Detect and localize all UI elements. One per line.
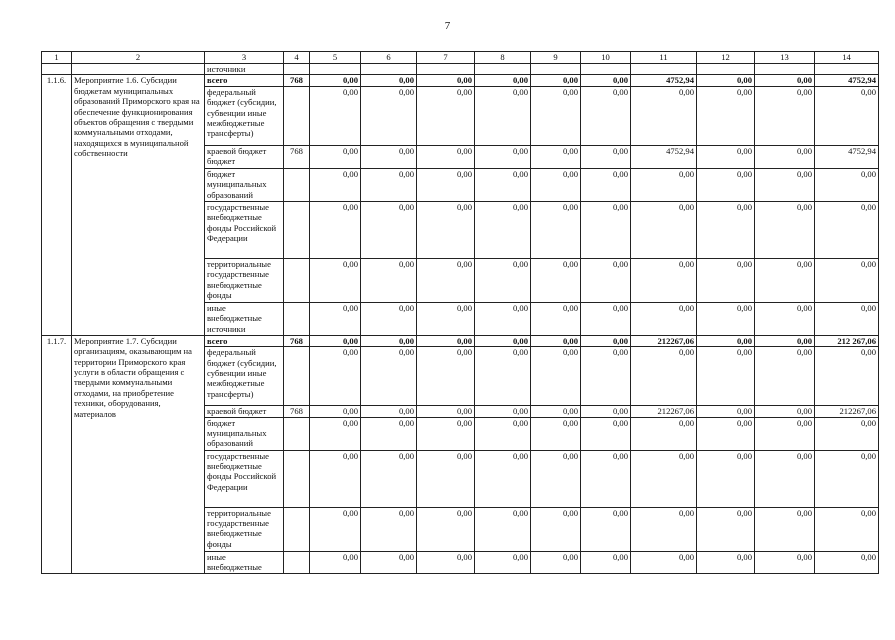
value-cell: 0,00 [417,86,475,145]
header-cell: 12 [697,52,755,64]
value-cell: 0,00 [417,302,475,335]
budget-code [284,86,310,145]
value-cell: 0,00 [417,335,475,346]
value-cell: 0,00 [581,75,631,86]
value-cell: 0,00 [310,75,361,86]
value-cell: 0,00 [310,302,361,335]
value-cell: 0,00 [755,507,815,551]
value-cell: 212267,06 [631,335,697,346]
value-cell: 0,00 [310,406,361,417]
value-cell: 0,00 [361,258,417,302]
value-cell: 0,00 [361,507,417,551]
value-cell: 0,00 [631,302,697,335]
value-cell: 0,00 [581,335,631,346]
value-cell: 0,00 [697,450,755,507]
value-cell: 0,00 [755,258,815,302]
value-cell: 0,00 [531,347,581,406]
value-cell: 0,00 [417,168,475,201]
budget-code [284,507,310,551]
funding-source: бюджет муниципальных образований [205,168,284,201]
value-cell: 0,00 [531,201,581,258]
value-cell: 0,00 [475,145,531,168]
value-cell: 0,00 [417,347,475,406]
value-cell: 0,00 [697,551,755,573]
value-cell: 0,00 [475,258,531,302]
value-cell: 0,00 [631,201,697,258]
value-cell: 0,00 [581,551,631,573]
value-cell: 0,00 [697,86,755,145]
value-cell: 0,00 [531,145,581,168]
budget-code [284,417,310,450]
value-cell: 0,00 [361,417,417,450]
value-cell: 0,00 [755,335,815,346]
value-cell: 0,00 [631,86,697,145]
measure-name: Мероприятие 1.6. Субсидии бюджетам муниципальных образований Приморского края на обеспечение функционирования объектов обращения с твердыми коммунальными отходами, находящихся в муниципальной собственности [72,75,205,335]
value-cell: 0,00 [361,75,417,86]
value-cell: 0,00 [755,417,815,450]
value-cell: 0,00 [417,201,475,258]
value-cell: 0,00 [310,258,361,302]
budget-code [284,302,310,335]
header-row [42,52,879,64]
value-cell: 0,00 [475,347,531,406]
value-cell: 0,00 [815,86,879,145]
value-cell: 0,00 [531,75,581,86]
value-cell: 0,00 [755,347,815,406]
funding-source: иные внебюджетные источники [205,302,284,335]
value-cell: 0,00 [310,201,361,258]
value-cell: 0,00 [631,417,697,450]
value-cell: 0,00 [755,450,815,507]
value-cell: 0,00 [361,450,417,507]
value-cell: 0,00 [361,168,417,201]
value-cell: 0,00 [531,406,581,417]
budget-code [284,450,310,507]
value-cell: 0,00 [361,347,417,406]
value-cell: 0,00 [417,417,475,450]
header-cell: 7 [417,52,475,64]
value-cell: 0,00 [755,551,815,573]
value-cell: 0,00 [581,417,631,450]
header-cell: 10 [581,52,631,64]
value-cell: 0,00 [631,347,697,406]
table-row [42,75,879,86]
measure-name: Мероприятие 1.7. Субсидии организациям, оказывающим на территории Приморского края услуги в области обращения с твердыми коммунальными отходами, на приобретение техники, оборудования, материалов [72,335,205,573]
value-cell: 0,00 [475,168,531,201]
value-cell: 0,00 [631,258,697,302]
value-cell: 0,00 [631,507,697,551]
value-cell: 0,00 [475,507,531,551]
value-cell: 0,00 [815,258,879,302]
header-cell: 2 [72,52,205,64]
value-cell: 0,00 [475,75,531,86]
value-cell: 0,00 [531,258,581,302]
value-cell: 0,00 [815,507,879,551]
value-cell: 0,00 [531,551,581,573]
value-cell: 0,00 [815,450,879,507]
funding-source: всего [205,335,284,346]
value-cell: 0,00 [581,406,631,417]
header-cell: 9 [531,52,581,64]
value-cell: 0,00 [755,86,815,145]
header-cell: 13 [755,52,815,64]
measure-number: 1.1.6. [42,75,72,335]
value-cell: 0,00 [815,347,879,406]
value-cell: 0,00 [310,168,361,201]
continuation-row [42,64,879,75]
value-cell: 0,00 [697,347,755,406]
value-cell: 0,00 [417,406,475,417]
funding-source: краевой бюджет [205,406,284,417]
header-cell: 11 [631,52,697,64]
budget-code: 768 [284,406,310,417]
value-cell: 0,00 [581,168,631,201]
funding-source: территориальные государственные внебюджетные фонды [205,507,284,551]
header-cell: 3 [205,52,284,64]
budget-code: 768 [284,145,310,168]
value-cell: 0,00 [475,86,531,145]
value-cell: 0,00 [310,507,361,551]
value-cell: 0,00 [417,258,475,302]
page-number: 7 [444,20,451,32]
header-cell: 8 [475,52,531,64]
value-cell: 0,00 [755,168,815,201]
value-cell: 0,00 [475,335,531,346]
value-cell: 0,00 [581,258,631,302]
value-cell: 0,00 [697,75,755,86]
value-cell: 0,00 [475,302,531,335]
value-cell: 0,00 [310,417,361,450]
budget-code [284,168,310,201]
value-cell: 0,00 [531,507,581,551]
value-cell: 0,00 [815,302,879,335]
value-cell: 0,00 [815,201,879,258]
header-cell: 1 [42,52,72,64]
value-cell: 0,00 [531,86,581,145]
value-cell: 0,00 [697,406,755,417]
value-cell: 0,00 [815,417,879,450]
value-cell: 0,00 [815,168,879,201]
value-cell: 0,00 [310,450,361,507]
funding-source: краевой бюджет бюджет [205,145,284,168]
value-cell: 0,00 [417,507,475,551]
value-cell: 212 267,06 [815,335,879,346]
value-cell: 0,00 [361,86,417,145]
value-cell: 0,00 [475,201,531,258]
budget-code [284,551,310,573]
value-cell: 0,00 [697,201,755,258]
value-cell: 0,00 [531,302,581,335]
value-cell: 0,00 [417,75,475,86]
value-cell: 0,00 [697,168,755,201]
value-cell: 0,00 [475,551,531,573]
value-cell: 0,00 [631,450,697,507]
value-cell: 0,00 [417,450,475,507]
value-cell: 0,00 [755,75,815,86]
value-cell: 0,00 [310,551,361,573]
value-cell: 0,00 [581,347,631,406]
value-cell: 0,00 [475,417,531,450]
value-cell: 4752,94 [815,145,879,168]
budget-code: 768 [284,75,310,86]
funding-source: территориальные государственные внебюджетные фонды [205,258,284,302]
funding-source: федеральный бюджет (субсидии, субвенции иные межбюджетные трансферты) [205,86,284,145]
value-cell: 0,00 [361,406,417,417]
header-cell: 14 [815,52,879,64]
value-cell: 0,00 [581,86,631,145]
value-cell: 0,00 [531,335,581,346]
value-cell: 4752,94 [631,75,697,86]
value-cell: 0,00 [755,201,815,258]
value-cell: 0,00 [361,201,417,258]
value-cell: 0,00 [631,168,697,201]
value-cell: 0,00 [475,406,531,417]
header-cell: 4 [284,52,310,64]
value-cell: 0,00 [310,347,361,406]
value-cell: 0,00 [631,551,697,573]
funding-source: государственные внебюджетные фонды Российской Федерации [205,450,284,507]
source-label: источники [205,64,284,75]
header-cell: 6 [361,52,417,64]
header-cell: 5 [310,52,361,64]
budget-code [284,347,310,406]
value-cell: 0,00 [697,302,755,335]
value-cell: 0,00 [417,145,475,168]
value-cell: 0,00 [361,335,417,346]
value-cell: 0,00 [697,335,755,346]
table-row [42,335,879,346]
value-cell: 4752,94 [815,75,879,86]
budget-code: 768 [284,335,310,346]
value-cell: 0,00 [310,335,361,346]
value-cell: 0,00 [361,302,417,335]
budget-table [41,51,879,574]
value-cell: 0,00 [417,551,475,573]
value-cell: 212267,06 [631,406,697,417]
value-cell: 0,00 [755,145,815,168]
funding-source: бюджет муниципальных образований [205,417,284,450]
measure-number: 1.1.7. [42,335,72,573]
value-cell: 0,00 [697,417,755,450]
value-cell: 0,00 [531,450,581,507]
value-cell: 0,00 [475,450,531,507]
value-cell: 0,00 [697,145,755,168]
value-cell: 0,00 [581,507,631,551]
funding-source: всего [205,75,284,86]
value-cell: 0,00 [755,302,815,335]
value-cell: 0,00 [755,406,815,417]
value-cell: 0,00 [531,417,581,450]
value-cell: 0,00 [697,507,755,551]
value-cell: 0,00 [581,201,631,258]
value-cell: 0,00 [815,551,879,573]
value-cell: 0,00 [361,145,417,168]
value-cell: 0,00 [310,145,361,168]
budget-code [284,258,310,302]
value-cell: 0,00 [581,450,631,507]
funding-source: государственные внебюджетные фонды Российской Федерации [205,201,284,258]
funding-source: федеральный бюджет (субсидии, субвенции иные межбюджетные трансферты) [205,347,284,406]
budget-code [284,201,310,258]
value-cell: 4752,94 [631,145,697,168]
value-cell: 0,00 [581,302,631,335]
value-cell: 0,00 [361,551,417,573]
value-cell: 0,00 [531,168,581,201]
funding-source: иные внебюджетные [205,551,284,573]
value-cell: 212267,06 [815,406,879,417]
value-cell: 0,00 [581,145,631,168]
value-cell: 0,00 [310,86,361,145]
value-cell: 0,00 [697,258,755,302]
